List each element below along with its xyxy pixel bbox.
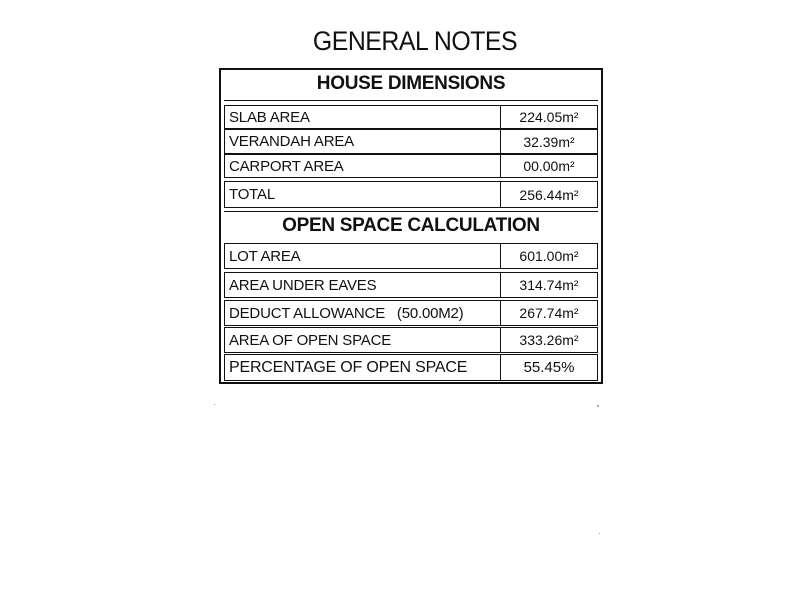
row-label: TOTAL — [229, 186, 275, 203]
scan-speck — [599, 533, 600, 534]
row-label: DEDUCT ALLOWANCE (50.00M2) — [229, 304, 464, 322]
row-value: 55.45% — [500, 355, 597, 380]
row-value: 256.44m² — [500, 182, 597, 207]
house-dimensions-heading: HOUSE DIMENSIONS — [316, 73, 506, 94]
row-value: 32.39m² — [500, 130, 597, 153]
table-row — [224, 300, 598, 326]
scan-speck — [597, 405, 599, 407]
row-value: 601.00m² — [500, 244, 597, 268]
table-row — [224, 272, 598, 298]
table-row — [224, 129, 598, 154]
table-row — [224, 154, 598, 178]
divider — [224, 100, 598, 101]
divider — [224, 211, 598, 212]
scan-speck — [214, 404, 215, 405]
table-row — [224, 181, 598, 208]
row-label: VERANDAH AREA — [229, 133, 354, 150]
open-space-heading: OPEN SPACE CALCULATION — [282, 215, 540, 236]
table-row — [224, 105, 598, 129]
general-notes-table — [219, 68, 603, 384]
table-row — [224, 243, 598, 269]
row-label: SLAB AREA — [229, 108, 310, 126]
page-title: GENERAL NOTES — [312, 26, 518, 56]
table-row — [224, 354, 598, 381]
row-label: LOT AREA — [229, 247, 301, 265]
row-value: 267.74m² — [500, 301, 597, 325]
row-label: AREA OF OPEN SPACE — [229, 331, 392, 349]
table-row — [224, 327, 598, 353]
row-label: AREA UNDER EAVES — [229, 276, 377, 294]
row-label: PERCENTAGE OF OPEN SPACE — [229, 358, 468, 376]
row-value: 314.74m² — [500, 273, 597, 297]
row-value: 333.26m² — [500, 328, 597, 352]
row-value: 00.00m² — [500, 155, 597, 177]
row-value: 224.05m² — [500, 106, 597, 128]
row-label: CARPORT AREA — [229, 157, 344, 175]
